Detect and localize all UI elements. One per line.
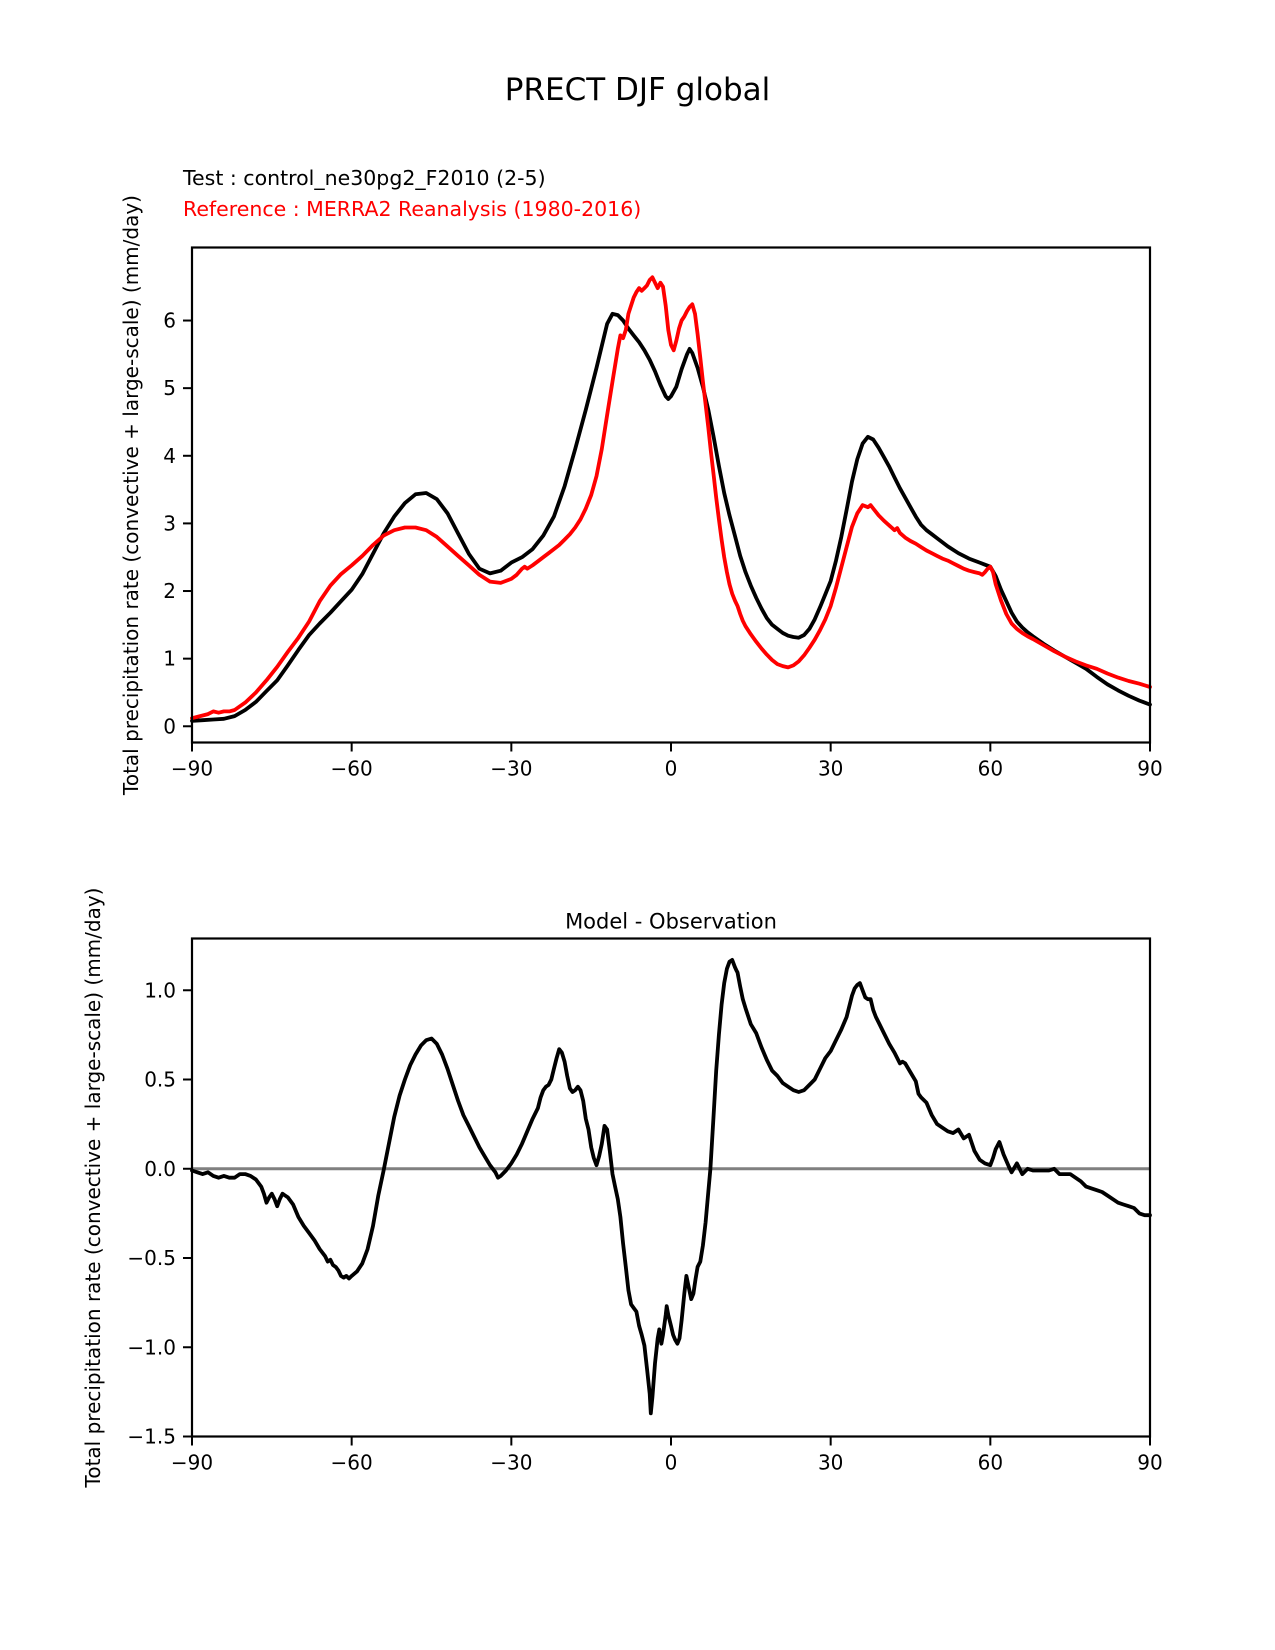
- top-chart-x-tick-label: −60: [330, 756, 373, 781]
- top-chart-y-tick-label: 2: [163, 579, 176, 604]
- top-chart-x-tick-label: 60: [977, 756, 1004, 781]
- top-chart-y-tick-label: 6: [163, 308, 176, 333]
- diff-chart-ylabel: Total precipitation rate (convective + large-scale) (mm/day): [81, 887, 105, 1488]
- diff-chart-x-tick-label: −60: [330, 1450, 373, 1475]
- top-chart-axes-box: [192, 248, 1150, 743]
- diff-chart-y-tick-label: 1.0: [144, 978, 176, 1003]
- top-chart-y-tick-label: 0: [163, 714, 176, 739]
- diff-chart-x-tick-label: 30: [817, 1450, 844, 1475]
- figure-title: PRECT DJF global: [504, 72, 771, 108]
- diff-chart-title: Model - Observation: [565, 909, 777, 934]
- reference-series-line: [192, 277, 1150, 718]
- diff-chart-x-tick-label: 60: [977, 1450, 1004, 1475]
- diff-chart-x-tick-label: −30: [490, 1450, 533, 1475]
- legend: [183, 163, 641, 225]
- top-chart-x-tick-label: 0: [664, 756, 678, 781]
- top-chart-y-tick-label: 1: [163, 646, 176, 671]
- diff-chart-x-tick-label: 90: [1137, 1450, 1163, 1475]
- top-chart-ylabel: Total precipitation rate (convective + large-scale) (mm/day): [119, 195, 143, 795]
- diff-chart-x-tick-label: 0: [664, 1450, 678, 1475]
- diff-chart-x-tick-label: −90: [170, 1450, 214, 1475]
- diff-chart-y-tick-label: −1.0: [127, 1335, 176, 1360]
- diff-series-line: [192, 960, 1150, 1413]
- test-series-line: [192, 314, 1150, 721]
- diff-chart-y-tick-label: −1.5: [127, 1424, 176, 1449]
- top-chart-y-tick-label: 3: [163, 511, 176, 536]
- diff-chart-y-tick-label: 0.5: [144, 1067, 176, 1092]
- legend-test-label: Test : control_ne30pg2_F2010 (2-5): [183, 166, 546, 190]
- top-chart-x-tick-label: −90: [170, 756, 214, 781]
- diff-chart-y-tick-label: −0.5: [127, 1246, 176, 1271]
- diff-chart-axes-box: [192, 939, 1150, 1437]
- legend-reference-label: Reference : MERRA2 Reanalysis (1980-2016): [183, 197, 642, 221]
- top-chart-y-tick-label: 5: [163, 376, 176, 401]
- top-chart-x-tick-label: 90: [1137, 756, 1163, 781]
- top-chart-x-tick-label: −30: [490, 756, 533, 781]
- top-chart-y-tick-label: 4: [163, 443, 176, 468]
- top-chart-x-tick-label: 30: [817, 756, 844, 781]
- diff-chart-y-tick-label: 0.0: [144, 1156, 176, 1181]
